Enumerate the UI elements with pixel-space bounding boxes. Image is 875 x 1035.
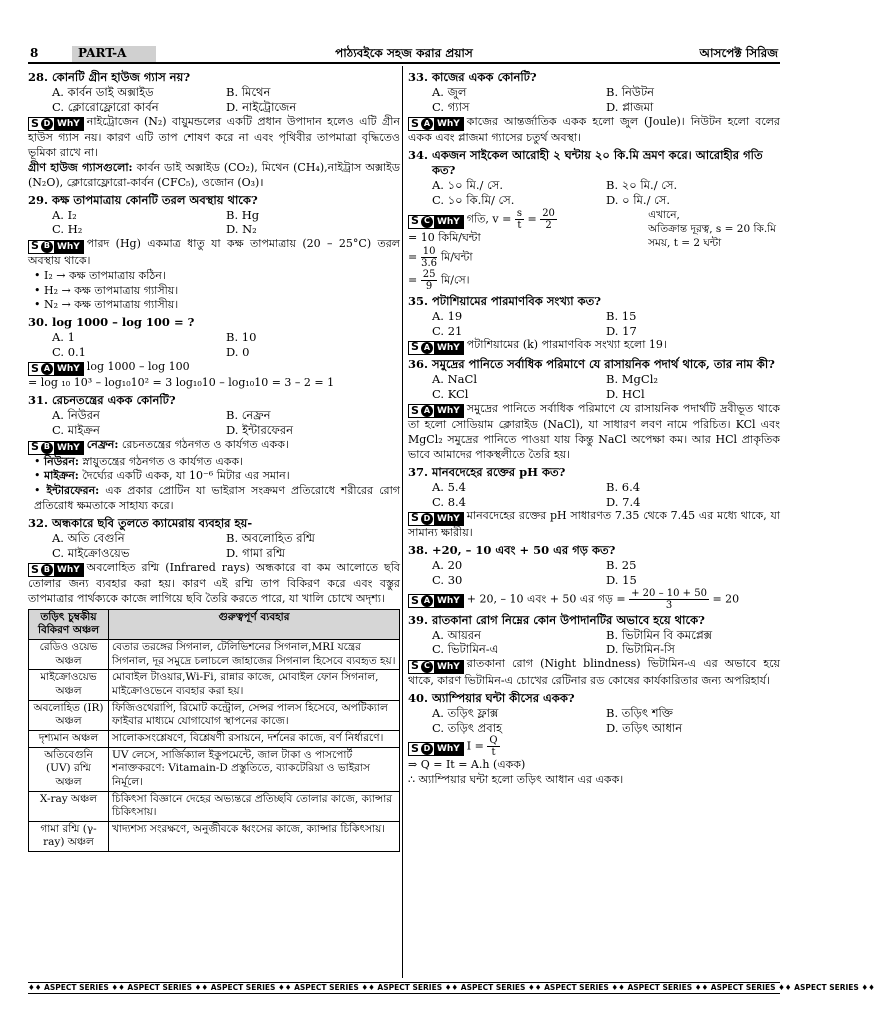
left-column <box>28 70 400 974</box>
answer-badge: S D WhY <box>28 117 84 131</box>
option-d: D. HCl <box>606 386 645 401</box>
option-c: C. গ্যাস <box>432 99 470 114</box>
option-d: D. ভিটামিন-সি <box>606 642 675 657</box>
explanation: S B WhY অবলোহিত রশ্মি (Infrared rays) অন্ধকারে বা কম আলোতে ছবি তোলার জন্য ব্যবহার করা হয়। কারণ এই রশ্মি তাপ বিকিরণ করে এবং বস্তুর তাপমাত্রার পার্থক্যকে কাজে লাগিয়ে ছবি তৈরি করতে পারে, যা খালি চোখে অদৃশ্য। <box>28 560 400 605</box>
option-d: D. ইন্টারফেরন <box>226 423 294 438</box>
question-39: 39. রাতকানা রোগ নিম্নের কোন উপাদানটির অভাবে হয়ে থাকে? A. আয়রন B. ভিটামিন বি কমপ্লেক্স C. ভিটামিন-এ D. ভিটামিন-সি S C WhY রাতকানা রোগ (Night blindness) ভিটামিন-এ এর অভাবে হয়ে থাকে, কারণ ভিটামিন-এ চোখের রেটিনার রড কোষের কার্যকারিতার জন্য অপরিহার্য। <box>408 612 780 687</box>
answer-badge: S B WhY <box>28 563 84 577</box>
option-b: B. 10 <box>226 330 257 345</box>
option-a: A. 5.4 <box>432 479 466 494</box>
option-b: B. অবলোহিত রশ্মি <box>226 530 315 545</box>
explanation: S D WhY মানবদেহের রক্তের pH সাধারণত 7.35 থেকে 7.45 এর মধ্যে থাকে, যা সামান্য ক্ষারীয়। <box>408 509 780 539</box>
page-number: 8 <box>30 46 39 60</box>
option-b: B. নেফ্রন <box>226 408 271 423</box>
table-row: গামা রশ্মি (γ-ray) অঞ্চল খাদ্যশস্য সংরক্ষণে, অনুজীবকে ধ্বংসের কাজে, ক্যান্সার চিকিৎসায়। <box>29 821 400 851</box>
table-row: X-ray অঞ্চল চিকিৎসা বিজ্ঞানে দেহের অভ্যন্তরে প্রতিচ্ছবি তোলার কাজে, ক্যান্সার চিকিৎসায়। <box>29 791 400 821</box>
option-b: B. ২০ মি./ সে. <box>606 177 678 192</box>
answer-badge: S D WhY <box>408 512 464 526</box>
answer-badge: S A WhY <box>408 341 464 355</box>
header-tagline: পাঠ্যবইকে সহজ করার প্রয়াস <box>335 46 473 60</box>
option-c: C. মাইক্রন <box>52 423 100 438</box>
explanation: S D WhY I = $\frac{Q}{t}$ ⇒ Q = It = A.h (একক) ∴ অ্যাম্পিয়ার ঘন্টা হলো তড়িৎ আধান এর একক। <box>408 735 624 787</box>
table-header-band: তড়িৎ চুম্বকীয় বিকিরণ অঞ্চল <box>29 609 109 639</box>
table-header-use: গুরুত্বপূর্ণ ব্যবহার <box>109 609 400 639</box>
table-row: অতিবেগুনি (UV) রশ্মি অঞ্চল UV লেসে, সার্জিক্যাল ইকুপমেন্টে, জাল টাকা ও পাসপোর্ট শনাক্তকরণে: Vitamain-D প্রস্তুতিতে, ব্যাকটেরিয়া ও ভাইরাস নির্মূলে। <box>29 747 400 791</box>
question-number: 28. <box>28 70 49 84</box>
explanation: S C WhY রাতকানা রোগ (Night blindness) ভিটামিন-এ এর অভাবে হয়ে থাকে, কারণ ভিটামিন-এ চোখের রেটিনার রড কোষের কার্যকারিতার জন্য অপরিহার্য। <box>408 657 780 687</box>
question-36: 36. সমুদ্রের পানিতে সর্বাধিক পরিমাণে যে রাসায়নিক পদার্থ থাকে, তার নাম কী? A. NaCl B. MgCl₂ C. KCl D. HCl S A WhY সমুদ্রের পানিতে সর্বাধিক পরিমাণে যে রাসায়নিক পদার্থটি দ্রবীভূত থাকে তা হলো সোডিয়াম ক্লোরাইড (NaCl), যা সাধারণ লবণ নামে পরিচিত। KCl এবং MgCl₂ সমুদ্রের পানিতে পাওয়া যায় কিন্তু NaCl অপেক্ষা কম। আর HCl প্রাকৃতিক ভাবে আমাদের পাকস্থলীতে তৈরি হয়। <box>408 356 780 461</box>
table-row: অবলোহিত (IR) অঞ্চল ফিজিওথেরাপি, রিমোট কন্ট্রোল, সেন্সর পালস হিসেবে, অপটিক্যাল ফাইবার মাধ্যমে যোগাযোগ স্থাপনের কাজে। <box>29 700 400 730</box>
option-a: A. অতি বেগুনি <box>52 530 125 545</box>
question-28 <box>28 70 400 191</box>
explanation: S D WhY নাইট্রোজেন (N₂) বায়ুমন্ডলের একটি প্রধান উপাদান হলেও এটি গ্রীন হাউস গ্যাস নয়। কারণ এটি তাপ শোষণ করে না এবং পৃথিবীর তাপমাত্রা বৃদ্ধিতেও ভূমিকা রাখে না। গ্রীণ হাউজ গ্যাসগুলো: কার্বন ডাই অক্সাইড (CO₂), মিথেন (CH₄),নাইট্রাস অক্সাইড (N₂O), ক্লোরোফ্লোরো-কার্বন (CFC₅), ওজোন (O₃)। <box>28 114 401 189</box>
option-d: D. 0 <box>226 345 250 360</box>
option-a: A. NaCl <box>432 371 478 386</box>
page-header <box>28 46 780 64</box>
question-37: 37. মানবদেহের রক্তের pH কত? A. 5.4 B. 6.4 C. 8.4 D. 7.4 S D WhY মানবদেহের রক্তের pH সাধারণত 7.35 থেকে 7.45 এর মধ্যে থাকে, যা সামান্য ক্ষারীয়। <box>408 464 780 539</box>
option-b: B. নিউটন <box>606 84 655 99</box>
option-c: C. ক্লোরোফ্লোরো কার্বন <box>52 99 159 114</box>
answer-badge: S B WhY <box>28 240 84 254</box>
answer-badge: S A WhY <box>408 117 464 131</box>
option-b: B. 15 <box>606 308 637 323</box>
question-30: 30. log 1000 – log 100 = ? A. 1 B. 10 C. 0.1 D. 0 S A WhY log 1000 – log 100 = log ₁₀ 10³ – log₁₀10² = 3 log₁₀10 – log₁₀10 = 3 – 2 = 1 <box>28 315 400 391</box>
option-d: D. 15 <box>606 572 637 587</box>
answer-badge: S D WhY <box>408 742 464 756</box>
explanation: S A WhY সমুদ্রের পানিতে সর্বাধিক পরিমাণে যে রাসায়নিক পদার্থটি দ্রবীভূত থাকে তা হলো সোডিয়াম ক্লোরাইড (NaCl), যা সাধারণ লবণ নামে পরিচিত। KCl এবং MgCl₂ সমুদ্রের পানিতে পাওয়া যায় কিন্তু NaCl অপেক্ষা কম। আর HCl প্রাকৃতিক ভাবে আমাদের পাকস্থলীতে তৈরি হয়। <box>408 401 780 461</box>
option-d: D. তড়িৎ আধান <box>606 720 683 735</box>
table-row: মাইক্রোওয়েভ অঞ্চল মোবাইল টাওয়ার,Wi-Fi, রান্নার কাজে, মোবাইল ফোন সিগনাল, মাইক্রোওভেনে ব্যবহার করা হয়। <box>29 670 400 700</box>
question-32: 32. অন্ধকারে ছবি তুলতে ক্যামেরায় ব্যবহার হয়- A. অতি বেগুনি B. অবলোহিত রশ্মি C. মাইক্রোওয়েভ D. গামা রশ্মি S B WhY অবলোহিত রশ্মি (Infrared rays) অন্ধকারে বা কম আলোতে ছবি তোলার জন্য ব্যবহার করা হয়। কারণ এই রশ্মি তাপ বিকিরণ করে এবং বস্তুর তাপমাত্রার পার্থক্যকে কাজে লাগিয়ে ছবি তৈরি করতে পারে, যা খালি চোখে অদৃশ্য। তড়িৎ চুম্বকীয় বিকিরণ অঞ্চল গুরুত্বপূর্ণ ব্যবহার রেডিও ওয়েভ অঞ্চল বেতার তরঙ্গের সিগনাল, টেলিভিশনের সিগনাল,MRI যন্ত্রের সিগনাল, দূর সমুদ্রে চলাচলে জাহাজের সিগনাল হিসেবে ব্যবহৃত হয়। মাইক্রোওয়েভ অঞ্চল মোবাইল টাওয়ার,Wi-Fi, রান্নার কাজে, মোবাইল ফোন সিগনাল, মাইক্রোওভেনে ব্যবহার করা হয়। অবলোহিত (IR) অঞ্চল ফিজিওথেরাপি, রিমোট কন্ট্রোল, সেন্সর পালস হিসেবে, অপটিক্যাল ফাইবার মাধ্যমে যোগাযোগ স্থাপনের কাজে। দৃশ্যমান অঞ্চল সালোকসংশ্লেষণে, বিশ্লেষণী রসায়নে, দর্শনের কাজে, বর্ণ নির্ধারণে। অতিবেগুনি (UV) রশ্মি অঞ্চল UV লেসে, সার্জিক্যাল ইকুপমেন্টে, জাল টাকা ও পাসপোর্ট শনাক্তকরণে: Vitamain-D প্রস্তুতিতে, ব্যাকটেরিয়া ও ভাইরাস নির্মূলে। X-ray অঞ্চল চিকিৎসা বিজ্ঞানে দেহের অভ্যন্তরে প্রতিচ্ছবি তোলার কাজে, ক্যান্সার চিকিৎসায়। গামা রশ্মি (γ-ray) অঞ্চল খাদ্যশস্য সংরক্ষণে, অনুজীবকে ধ্বংসের কাজে, ক্যান্সার চিকিৎসায়। <box>28 516 400 852</box>
option-d: D. গামা রশ্মি <box>226 545 285 560</box>
option-c: C. তড়িৎ প্রবাহ <box>432 720 502 735</box>
right-column <box>408 70 780 974</box>
explanation: S C WhY গতি, v = $\frac{s}{t}$ = $\frac{20}{2}$ = 10 কিমি/ঘন্টা = $\frac{10}{3.6}$ মি/ঘন্টা = $\frac{25}{9}$ মি/সে। এখানে, অতিক্রান্ত দূরত্ব, s = 20 কি.মি সময়, t = 2 ঘন্টা <box>408 207 776 292</box>
question-text: কোনটি গ্রীন হাউজ গ্যাস নয়? <box>52 70 191 84</box>
table-row: দৃশ্যমান অঞ্চল সালোকসংশ্লেষণে, বিশ্লেষণী রসায়নে, দর্শনের কাজে, বর্ণ নির্ধারণে। <box>29 730 400 747</box>
option-b: B. MgCl₂ <box>606 371 658 386</box>
option-c: C. 30 <box>432 572 463 587</box>
option-b: B. 25 <box>606 557 637 572</box>
part-label: PART-A <box>72 46 156 62</box>
answer-badge: S A WhY <box>408 404 464 418</box>
answer-badge: S C WhY <box>408 660 464 674</box>
option-a: A. আয়রন <box>432 627 481 642</box>
option-b: B. ভিটামিন বি কমপ্লেক্স <box>606 627 713 642</box>
option-a: A. I₂ <box>52 207 77 222</box>
option-c: C. H₂ <box>52 222 83 237</box>
explanation: S B WhY পারদ (Hg) একমাত্র ধাতু যা কক্ষ তাপমাত্রায় (20 – 25°C) তরল অবস্থায় থাকে। • I₂ → কক্ষ তাপমাত্রায় কঠিন। • H₂ → কক্ষ তাপমাত্রায় গ্যাসীয়। • N₂ → কক্ষ তাপমাত্রায় গ্যাসীয়। <box>28 237 400 313</box>
explanation: S B WhY নেফ্রন: রেচনতন্ত্রের গঠনগত ও কার্যগত একক। • নিউরন: স্নায়ুতন্ত্রের গঠনগত ও কার্যগত একক। • মাইক্রন: দৈর্ঘ্যের একটি একক, যা 10⁻⁶ মিটার এর সমান। • ইন্টারফেরন: এক প্রকার প্রোটিন যা ভাইরাস সংক্রমণ প্রতিরোধে শরীরের রোগ প্রতিরোধ ক্ষমতাকে সাহায্য করে। <box>28 438 400 514</box>
option-d: D. প্লাজমা <box>606 99 654 114</box>
series-name: আসপেক্ট সিরিজ <box>699 46 778 60</box>
option-d: D. 17 <box>606 323 637 338</box>
em-radiation-table <box>28 609 400 852</box>
question-40: 40. অ্যাম্পিয়ার ঘন্টা কীসের একক? A. তড়িৎ ফ্লাক্স B. তড়িৎ শক্তি C. তড়িৎ প্রবাহ D. তড়িৎ আধান S D WhY I = $\frac{Q}{t}$ ⇒ Q = It = A.h (একক) ∴ অ্যাম্পিয়ার ঘন্টা হলো তড়িৎ আধান এর একক। <box>408 691 780 789</box>
option-a: A. কার্বন ডাই অক্সাইড <box>52 84 154 99</box>
option-b: B. Hg <box>226 207 260 222</box>
question-31: 31. রেচনতন্ত্রের একক কোনটি? A. নিউরন B. নেফ্রন C. মাইক্রন D. ইন্টারফেরন S B WhY নেফ্রন: রেচনতন্ত্রের গঠনগত ও কার্যগত একক। • নিউরন: স্নায়ুতন্ত্রের গঠনগত ও কার্যগত একক। • মাইক্রন: দৈর্ঘ্যের একটি একক, যা 10⁻⁶ মিটার এর সমান। • ইন্টারফেরন: এক প্রকার প্রোটিন যা ভাইরাস সংক্রমণ প্রতিরোধে শরীরের রোগ প্রতিরোধ ক্ষমতাকে সাহায্য করে। <box>28 393 400 514</box>
option-d: D. নাইট্রোজেন <box>226 99 297 114</box>
table-row: রেডিও ওয়েভ অঞ্চল বেতার তরঙ্গের সিগনাল, টেলিভিশনের সিগনাল,MRI যন্ত্রের সিগনাল, দূর সমুদ্রে চলাচলে জাহাজের সিগনাল হিসেবে ব্যবহৃত হয়। <box>29 640 400 670</box>
question-35: 35. পটাশিয়ামের পারমাণবিক সংখ্যা কত? A. 19 B. 15 C. 21 D. 17 S A WhY পটাশিয়ামের (k) পারমাণবিক সংখ্যা হলো 19। <box>408 294 780 355</box>
option-a: A. ১০ মি./ সে. <box>432 177 503 192</box>
option-a: A. নিউরন <box>52 408 100 423</box>
option-b: B. 6.4 <box>606 479 641 494</box>
option-a: A. জুল <box>432 84 467 99</box>
option-a: A. 20 <box>432 557 463 572</box>
option-c: C. KCl <box>432 386 469 401</box>
option-c: C. ভিটামিন-এ <box>432 642 499 657</box>
column-divider <box>402 66 403 978</box>
option-b: B. তড়িৎ শক্তি <box>606 705 673 720</box>
explanation: S A WhY + 20, – 10 এবং + 50 এর গড় = $\frac{+ 20 - 10 + 50}{3}$ = 20 <box>408 588 780 611</box>
option-d: D. ০ মি./ সে. <box>606 192 671 207</box>
answer-badge: S A WhY <box>408 594 464 608</box>
option-a: A. 19 <box>432 308 463 323</box>
option-d: D. N₂ <box>226 222 257 237</box>
option-a: A. 1 <box>52 330 75 345</box>
answer-badge: S C WhY <box>408 215 464 229</box>
explanation: S A WhY log 1000 – log 100 = log ₁₀ 10³ – log₁₀10² = 3 log₁₀10 – log₁₀10 = 3 – 2 = 1 <box>28 360 335 390</box>
option-c: C. 21 <box>432 323 463 338</box>
question-29: 29. কক্ষ তাপমাত্রায় কোনটি তরল অবস্থায় থাকে? A. I₂ B. Hg C. H₂ D. N₂ S B WhY পারদ (Hg) একমাত্র ধাতু যা কক্ষ তাপমাত্রায় (20 – 25°C) তরল অবস্থায় থাকে। • I₂ → কক্ষ তাপমাত্রায় কঠিন। • H₂ → কক্ষ তাপমাত্রায় গ্যাসীয়। • N₂ → কক্ষ তাপমাত্রায় গ্যাসীয়। <box>28 193 400 314</box>
option-d: D. 7.4 <box>606 494 641 509</box>
question-33: 33. কাজের একক কোনটি? A. জুল B. নিউটন C. গ্যাস D. প্লাজমা S A WhY কাজের আন্তর্জাতিক একক হলো জুল (Joule)। নিউটন হলো বলের একক এবং প্লাজমা গ্যাসের চতুর্থ অবস্থা। <box>408 70 780 145</box>
option-b: B. মিথেন <box>226 84 271 99</box>
answer-badge: S B WhY <box>28 441 84 455</box>
option-c: C. ১০ কি.মি/ সে. <box>432 192 515 207</box>
option-c: C. 0.1 <box>52 345 86 360</box>
option-c: C. মাইক্রোওয়েভ <box>52 545 130 560</box>
explanation: S A WhY কাজের আন্তর্জাতিক একক হলো জুল (Joule)। নিউটন হলো বলের একক এবং প্লাজমা গ্যাসের চতুর্থ অবস্থা। <box>408 114 780 145</box>
question-34: 34. একজন সাইকেল আরোহী ২ ঘন্টায় ২০ কি.মি ভ্রমণ করে। আরোহীর গতি কত? A. ১০ মি./ সে. B. ২০ মি./ সে. C. ১০ কি.মি/ সে. D. ০ মি./ সে. S C WhY গতি, v = $\frac{s}{t}$ = $\frac{20}{2}$ = 10 কিমি/ঘন্টা = $\frac{10}{3.6}$ মি/ঘন্টা = $\frac{25}{9}$ মি/সে। এখানে, অতিক্রান্ত দূরত্ব, s = 20 কি.মি সময়, t = 2 ঘন্টা <box>408 148 780 292</box>
explanation: S A WhY পটাশিয়ামের (k) পারমাণবিক সংখ্যা হলো 19। <box>408 338 780 354</box>
option-c: C. 8.4 <box>432 494 466 509</box>
question-38: 38. +20, – 10 এবং + 50 এর গড় কত? A. 20 B. 25 C. 30 D. 15 S A WhY + 20, – 10 এবং + 50 এর গড় = $\frac{+ 20 - 10 + 50}{3}$ = 20 <box>408 543 780 611</box>
answer-badge: S A WhY <box>28 362 84 376</box>
footer-band: ♦♦ ASPECT SERIES ♦♦ ASPECT SERIES ♦♦ ASPECT SERIES ♦♦ ASPECT SERIES ♦♦ ASPECT SERIES ♦♦ ASPECT SERIES ♦♦ ASPECT SERIES ♦♦ ASPECT SERIES ♦♦ ASPECT SERIES ♦♦ ASPECT SERIES ♦♦ <box>28 983 875 992</box>
option-a: A. তড়িৎ ফ্লাক্স <box>432 705 499 720</box>
